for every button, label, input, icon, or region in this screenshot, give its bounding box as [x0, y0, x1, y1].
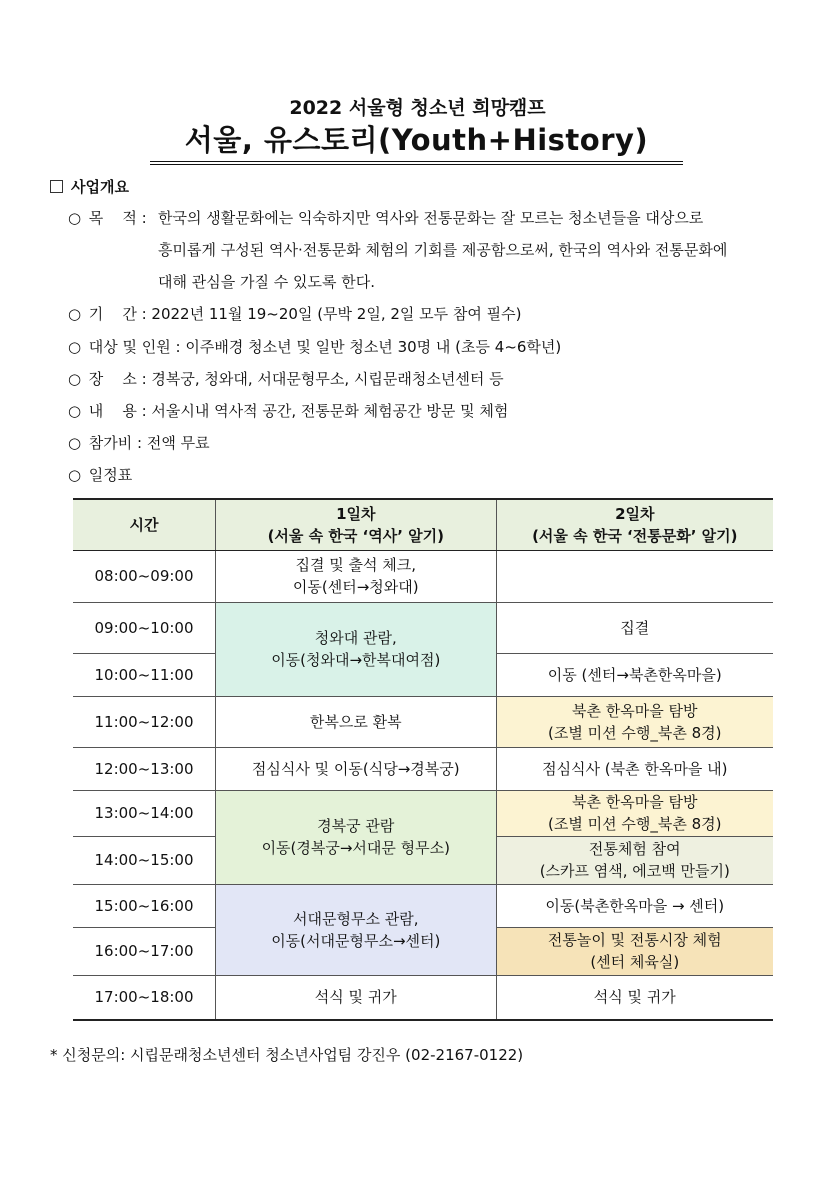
day2-cell-line: (조별 미션 수행_북촌 8경) — [548, 723, 722, 742]
day2-cell-line: (조별 미션 수행_북촌 8경) — [548, 815, 722, 833]
table-row — [73, 884, 773, 927]
purpose-label: 목 적 : — [88, 209, 147, 227]
day1-cell-line: 청와대 관람, — [314, 629, 397, 647]
header-day1-sub: (서울 속 한국 ‘역사’ 알기) — [267, 526, 444, 545]
bullet-circle-icon: ○ — [68, 370, 82, 388]
day1-cell-line: 집결 및 출석 체크, — [295, 556, 417, 574]
overview-purpose — [68, 207, 147, 228]
overview-place — [68, 368, 504, 389]
day1-cell-line: 이동(서대문형무소→센터) — [271, 931, 441, 950]
bullet-circle-icon: ○ — [68, 402, 82, 420]
header-day2-sub: (서울 속 한국 ‘전통문화’ 알기) — [532, 526, 738, 545]
time-cell: 08:00~09:00 — [73, 550, 216, 602]
header-time: 시간 — [73, 499, 216, 550]
overview-content — [68, 400, 508, 421]
day1-cell: 한복으로 환복 — [216, 696, 497, 747]
time-cell: 17:00~18:00 — [73, 975, 216, 1020]
day2-cell-line: (스카프 염색, 에코백 만들기) — [539, 862, 730, 880]
day2-cell-line: 전통놀이 및 전통시장 체험 — [547, 931, 722, 949]
table-header-row — [73, 499, 773, 550]
place-text: 장 소 : 경복궁, 청와대, 서대문형무소, 시립문래청소년센터 등 — [88, 370, 504, 388]
content-text: 내 용 : 서울시내 역사적 공간, 전통문화 체험공간 방문 및 체험 — [88, 402, 509, 420]
bullet-circle-icon: ○ — [68, 305, 82, 323]
time-cell: 11:00~12:00 — [73, 696, 216, 747]
day2-cell — [496, 550, 773, 602]
day2-cell — [496, 836, 773, 884]
page-subtitle: 2022 서울형 청소년 희망캠프 — [289, 97, 546, 119]
day1-cell: 석식 및 귀가 — [216, 975, 497, 1020]
checkbox-square-icon — [50, 180, 63, 193]
table-row — [73, 975, 773, 1020]
header-day2-title: 2일차 — [615, 504, 655, 523]
bullet-circle-icon: ○ — [68, 466, 82, 484]
day1-cell-line: 이동(경복궁→서대문 형무소) — [261, 839, 450, 857]
bullet-circle-icon: ○ — [68, 209, 82, 227]
header-day1 — [216, 499, 497, 550]
purpose-text-2: 흥미롭게 구성된 역사·전통문화 체험의 기회를 제공함으로써, 한국의 역사와 전통문화에 — [158, 241, 728, 259]
table-row — [73, 550, 773, 602]
day1-cell — [216, 790, 497, 884]
schedule-label: 일정표 — [88, 466, 133, 484]
time-cell: 16:00~17:00 — [73, 927, 216, 975]
period-text: 기 간 : 2022년 11월 19~20일 (무박 2일, 2일 모두 참여 필수) — [88, 305, 522, 323]
day2-cell: 집결 — [496, 602, 773, 653]
section-title: 사업개요 — [71, 178, 129, 196]
time-cell: 13:00~14:00 — [73, 790, 216, 836]
table-row — [73, 602, 773, 653]
table-row — [73, 790, 773, 836]
day2-cell — [496, 790, 773, 836]
day1-cell-line: 이동(청와대→한복대여점) — [271, 651, 441, 669]
target-text: 대상 및 인원 : 이주배경 청소년 및 일반 청소년 30명 내 (초등 4~6학년) — [88, 338, 562, 356]
day1-cell-line: 서대문형무소 관람, — [293, 909, 419, 928]
day2-cell — [496, 696, 773, 747]
header-day2 — [496, 499, 773, 550]
purpose-text-3: 대해 관심을 가질 수 있도록 한다. — [158, 273, 375, 291]
day2-cell: 석식 및 귀가 — [496, 975, 773, 1020]
overview-target — [68, 336, 561, 357]
table-row — [73, 696, 773, 747]
day2-cell: 이동 (센터→북촌한옥마을) — [496, 653, 773, 696]
purpose-text-1: 한국의 생활문화에는 익숙하지만 역사와 전통문화는 잘 모르는 청소년들을 대상으로 — [158, 209, 704, 227]
day1-cell — [216, 550, 497, 602]
time-cell: 14:00~15:00 — [73, 836, 216, 884]
bullet-circle-icon: ○ — [68, 338, 82, 356]
day1-cell: 점심식사 및 이동(식당→경복궁) — [216, 747, 497, 790]
section-heading — [50, 176, 129, 197]
day1-cell-line: 이동(센터→청와대) — [292, 578, 419, 596]
overview-period — [68, 303, 522, 324]
day1-cell-line: 경복궁 관람 — [317, 817, 395, 835]
time-cell: 09:00~10:00 — [73, 602, 216, 653]
schedule-table — [73, 498, 773, 1021]
day2-cell: 이동(북촌한옥마을 → 센터) — [496, 884, 773, 927]
overview-fee — [68, 432, 210, 453]
day2-cell-line: 전통체험 참여 — [588, 840, 681, 858]
table-row — [73, 747, 773, 790]
bullet-circle-icon: ○ — [68, 434, 82, 452]
time-cell: 15:00~16:00 — [73, 884, 216, 927]
page-title: 서울, 유스토리(Youth+History) — [150, 118, 683, 165]
overview-schedule — [68, 464, 132, 485]
inquiry-note: * 신청문의: 시립문래청소년센터 청소년사업팀 강진우 (02-2167-0122) — [50, 1046, 524, 1064]
day2-cell — [496, 927, 773, 975]
day2-cell-line: (센터 체육실) — [590, 953, 680, 971]
fee-text: 참가비 : 전액 무료 — [88, 434, 210, 452]
time-cell: 12:00~13:00 — [73, 747, 216, 790]
day1-cell — [216, 884, 497, 975]
day2-cell-line: 북촌 한옥마을 탐방 — [572, 793, 698, 811]
day1-cell — [216, 602, 497, 696]
header-day1-title: 1일차 — [336, 504, 376, 523]
day2-cell-line: 북촌 한옥마을 탐방 — [572, 701, 698, 720]
day2-cell: 점심식사 (북촌 한옥마을 내) — [496, 747, 773, 790]
time-cell: 10:00~11:00 — [73, 653, 216, 696]
